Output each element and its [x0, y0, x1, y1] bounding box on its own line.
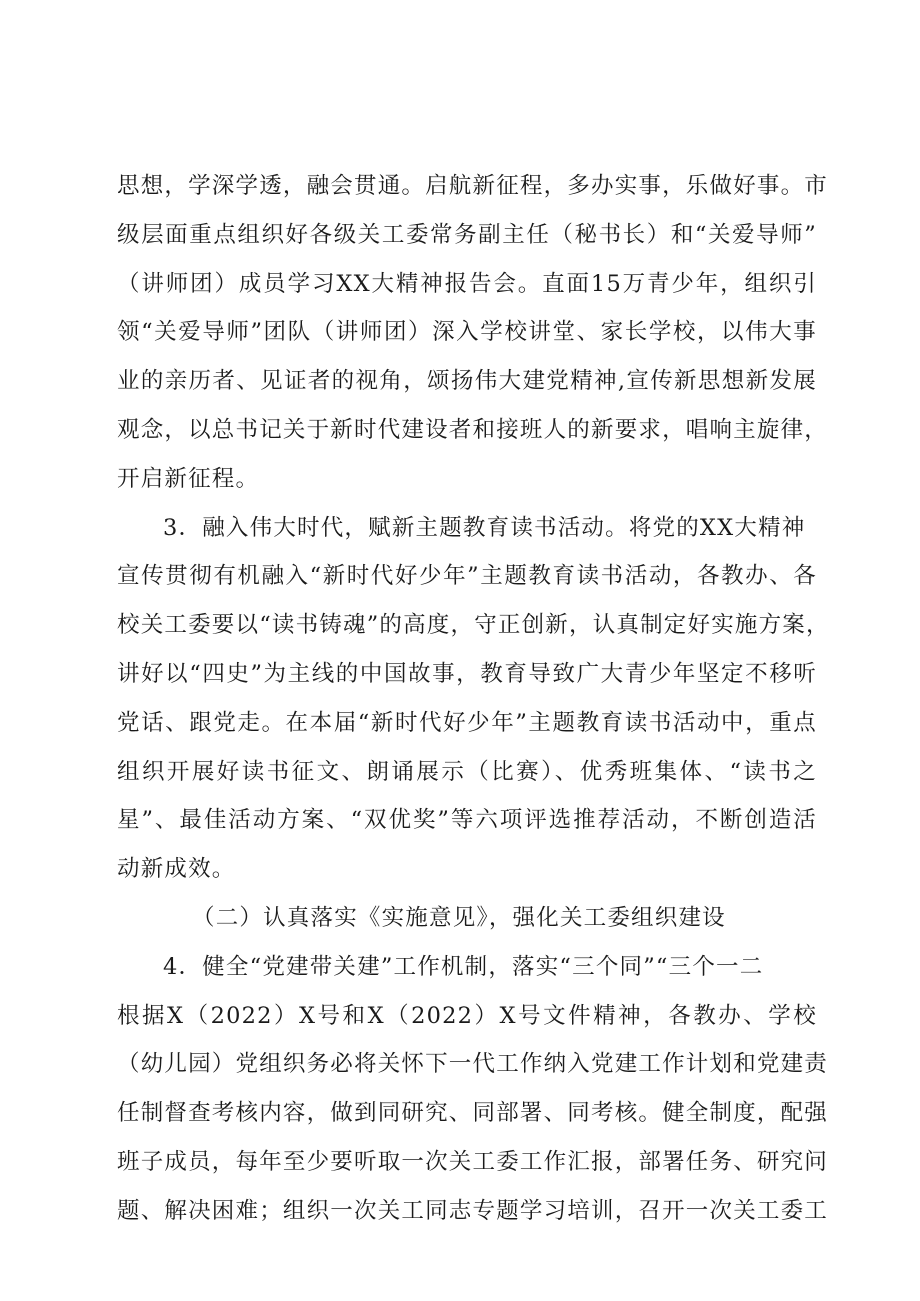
- text-line: 业的亲历者、见证者的视角，颂扬伟大建党精神,宣传新思想新发展: [117, 368, 817, 395]
- text-line: 开启新征程。: [117, 465, 260, 492]
- document-body: [117, 162, 830, 1236]
- section-heading: （二）认真落实《实施意见》，强化关工委组织建设: [192, 904, 726, 931]
- text-line: 根据X（2022）X号和X（2022）X号文件精神，各教办、学校: [117, 1002, 817, 1029]
- paragraph-start-line: 4．健全“党建带关建”工作机制，落实“三个同”“三个一二: [163, 953, 764, 980]
- text-line: 观念，以总书记关于新时代建设者和接班人的新要求，唱响主旋律，: [117, 416, 829, 443]
- text-line: 级层面重点组织好各级关工委常务副主任（秘书长）和“关爱导师”: [117, 221, 817, 248]
- text-line: 讲好以“四史”为主线的中国故事，教育导致广大青少年坚定不移听: [117, 660, 817, 687]
- text-line: 班子成员，每年至少要听取一次关工委工作汇报，部署任务、研究问: [117, 1148, 829, 1175]
- paragraph-start-line: 3．融入伟大时代，赋新主题教育读书活动。将党的XX大精神: [163, 514, 806, 541]
- text-line: 宣传贯彻有机融入“新时代好少年”主题教育读书活动，各教办、各: [117, 563, 817, 590]
- text-line: 动新成效。: [117, 856, 236, 883]
- text-line: 党话、跟党走。在本届“新时代好少年”主题教育读书活动中，重点: [117, 709, 817, 736]
- text-line: 校关工委要以“读书铸魂”的高度，守正创新，认真制定好实施方案，: [117, 612, 830, 639]
- text-line: 题、解决困难；组织一次关工同志专题学习培训，召开一次关工委工: [117, 1197, 829, 1224]
- text-line: 任制督查考核内容，做到同研究、同部署、同考核。健全制度，配强: [117, 1100, 829, 1127]
- text-line: （幼儿园）党组织务必将关怀下一代工作纳入党建工作计划和党建责: [117, 1051, 829, 1078]
- text-line: 领“关爱导师”团队（讲师团）深入学校讲堂、家长学校，以伟大事: [117, 319, 817, 346]
- text-line: 思想，学深学透，融会贯通。启航新征程，多办实事，乐做好事。市: [117, 173, 829, 199]
- text-line: 组织开展好读书征文、朗诵展示（比赛）、优秀班集体、“读书之: [117, 758, 817, 785]
- text-line: （讲师团）成员学习XX大精神报告会。直面15万青少年，组织引: [117, 270, 817, 297]
- text-line: 星”、最佳活动方案、“双优奖”等六项评选推荐活动，不断创造活: [117, 807, 817, 834]
